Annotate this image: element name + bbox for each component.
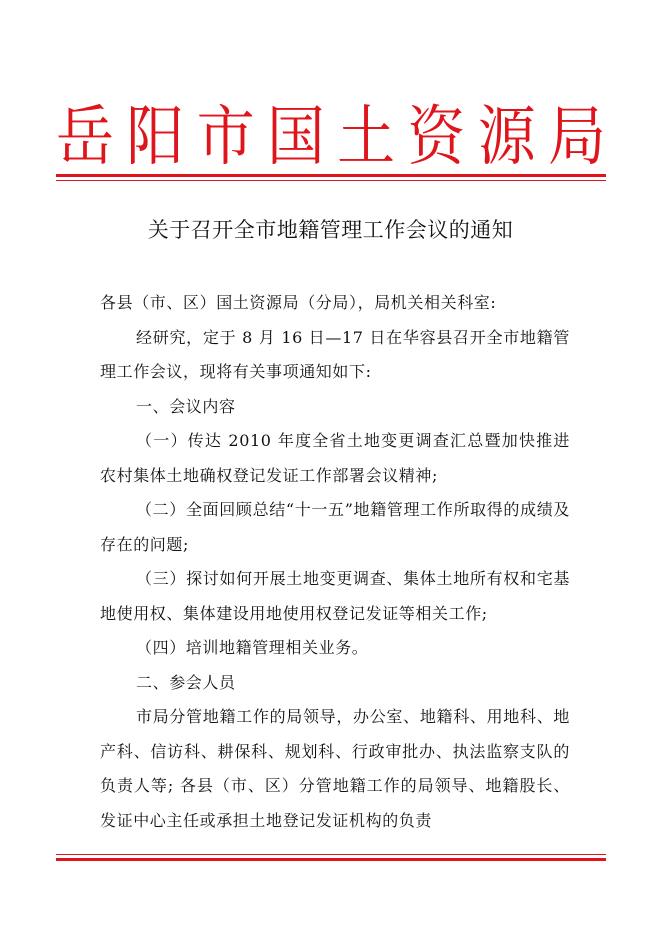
body-paragraph: （三）探讨如何开展土地变更调查、集体土地所有权和宅基地使用权、集体建设用地使用权登记发证等相关工作; xyxy=(100,569,570,623)
masthead-char: 国 xyxy=(266,97,325,175)
body-paragraph: （一）传达 2010 年度全省土地变更调查汇总暨加快推进农村集体土地确权登记发证工作部署会议精神; xyxy=(100,431,570,485)
section-heading: 一、会议内容 xyxy=(136,396,236,416)
body-paragraph: （四）培训地籍管理相关业务。 xyxy=(136,638,369,657)
masthead-char: 岳 xyxy=(56,97,115,175)
addressee-line: 各县（市、区）国土资源局（分局），局机关相关科室: xyxy=(100,293,497,312)
masthead-char: 源 xyxy=(477,97,536,175)
masthead-char: 资 xyxy=(407,97,466,175)
document-body xyxy=(100,286,570,838)
masthead-char: 市 xyxy=(196,97,255,175)
document-title: 关于召开全市地籍管理工作会议的通知 xyxy=(147,218,514,242)
footer-red-rule-thin xyxy=(56,854,606,855)
footer-red-rule-thick xyxy=(56,858,606,861)
masthead-char: 阳 xyxy=(126,97,185,175)
body-paragraph: 经研究，定于 8 月 16 日—17 日在华容县召开全市地籍管理工作会议，现将有关事项通知如下: xyxy=(100,327,570,381)
masthead-red-rule-thick xyxy=(56,174,606,177)
body-paragraph: 市局分管地籍工作的局领导，办公室、地籍科、用地科、地产科、信访科、耕保科、规划科、行政审批办、执法监察支队的负责人等; 各县（市、区）分管地籍工作的局领导、地籍股长、发证中心主任或承担土地登记发证机构的负责 xyxy=(100,707,570,830)
masthead-org-name xyxy=(56,97,606,175)
section-heading: 二、参会人员 xyxy=(136,672,236,692)
masthead-char: 土 xyxy=(337,97,396,175)
masthead-red-rule-thin xyxy=(56,180,606,181)
body-paragraph: （二）全面回顾总结“十一五”地籍管理工作所取得的成绩及存在的问题; xyxy=(100,500,570,554)
masthead-char: 局 xyxy=(547,97,606,175)
